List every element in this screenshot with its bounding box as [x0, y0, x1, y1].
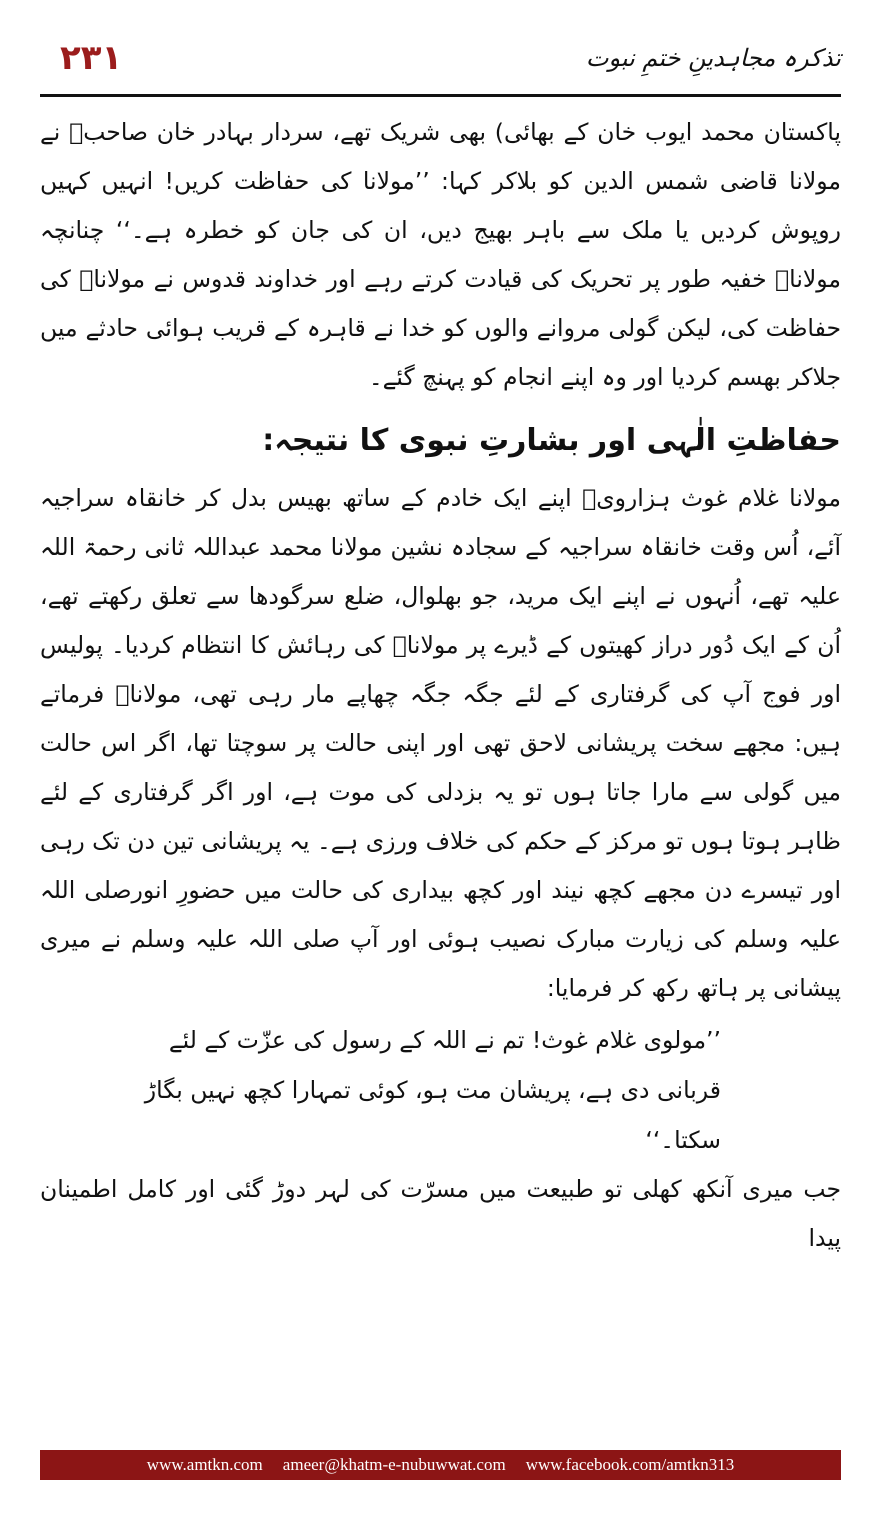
footer-facebook-link[interactable]: www.facebook.com/amtkn313 [525, 1455, 735, 1474]
paragraph-closing: جب میری آنکھ کھلی تو طبیعت میں مسرّت کی لہر دوڑ گئی اور کامل اطمینان پیدا [40, 1175, 841, 1252]
page-header [40, 30, 841, 92]
section-heading: حفاظتِ الٰہی اور بشارتِ نبوی کا نتیجہ: [262, 423, 841, 458]
book-title: تذکرہ مجاہدینِ ختمِ نبوت [585, 44, 841, 72]
footer-bar [40, 1450, 841, 1480]
footer-website-link[interactable]: www.amtkn.com [146, 1455, 263, 1474]
paragraph-story: مولانا غلام غوث ہزارویؒ اپنے ایک خادم کے ساتھ بھیس بدل کر خانقاہ سراجیہ آئے، اُس وقت خانقاہ سراجیہ کے سجادہ نشین مولانا محمد عبداللہ ثانی رحمۃ اللہ علیہ تھے، اُنہوں نے اپنے ایک مرید، جو بھلوال، ضلع سرگودھا سے تعلق رکھتے تھے، اُن کے ایک دُور دراز کھیتوں کے ڈیرے پر مولاناؒ کی رہائش کا انتظام کردیا۔ پولیس اور فوج آپ کی گرفتاری کے لئے جگہ جگہ چھاپے مار رہی تھی، مولاناؒ فرماتے ہیں: مجھے سخت پریشانی لاحق تھی اور اپنی حالت پر سوچتا تھا، اگر اس حالت میں گولی سے مارا جاتا ہوں تو یہ بزدلی کی موت ہے، اور اگر گرفتاری کے لئے ظاہر ہوتا ہوں تو مرکز کے حکم کی خلاف ورزی ہے۔ یہ پریشانی تین دن تک رہی اور تیسرے دن مجھے کچھ نیند اور کچھ بیداری کی حالت میں حضورِ انورصلی اللہ علیہ وسلم کی زیارت مبارک نصیب ہوئی اور آپ صلی اللہ علیہ وسلم نے میری پیشانی پر ہاتھ رکھ کر فرمایا: [40, 484, 841, 1002]
page-body [40, 108, 841, 1441]
prophetic-quote: ’’مولوی غلام غوث! تم نے اللہ کے رسول کی عزّت کے لئے قربانی دی ہے، پریشان مت ہو، کوئی تمہارا کچھ نہیں بگاڑ سکتا۔‘‘ [144, 1026, 721, 1154]
paragraph-intro: پاکستان محمد ایوب خان کے بھائی) بھی شریک تھے، سردار بہادر خان صاحبؒ نے مولانا قاضی شمس الدین کو بلاکر کہا: ’’مولانا کی حفاظت کریں! انہیں کہیں روپوش کردیں یا ملک سے باہر بھیج دیں، ان کی جان کو خطرہ ہے۔‘‘ چنانچہ مولاناؒ خفیہ طور پر تحریک کی قیادت کرتے رہے اور خداوند قدوس نے مولاناؒ کی حفاظت کی، لیکن گولی مروانے والوں کو خدا نے قاہرہ کے قریب ہوائی حادثے میں جلاکر بھسم کردیا اور وہ اپنے انجام کو پہنچ گئے۔ [40, 118, 841, 391]
page-number: ۲۳۱ [60, 38, 123, 78]
footer-email-link[interactable]: ameer@khatm-e-nubuwwat.com [282, 1455, 506, 1474]
header-divider [40, 94, 841, 97]
